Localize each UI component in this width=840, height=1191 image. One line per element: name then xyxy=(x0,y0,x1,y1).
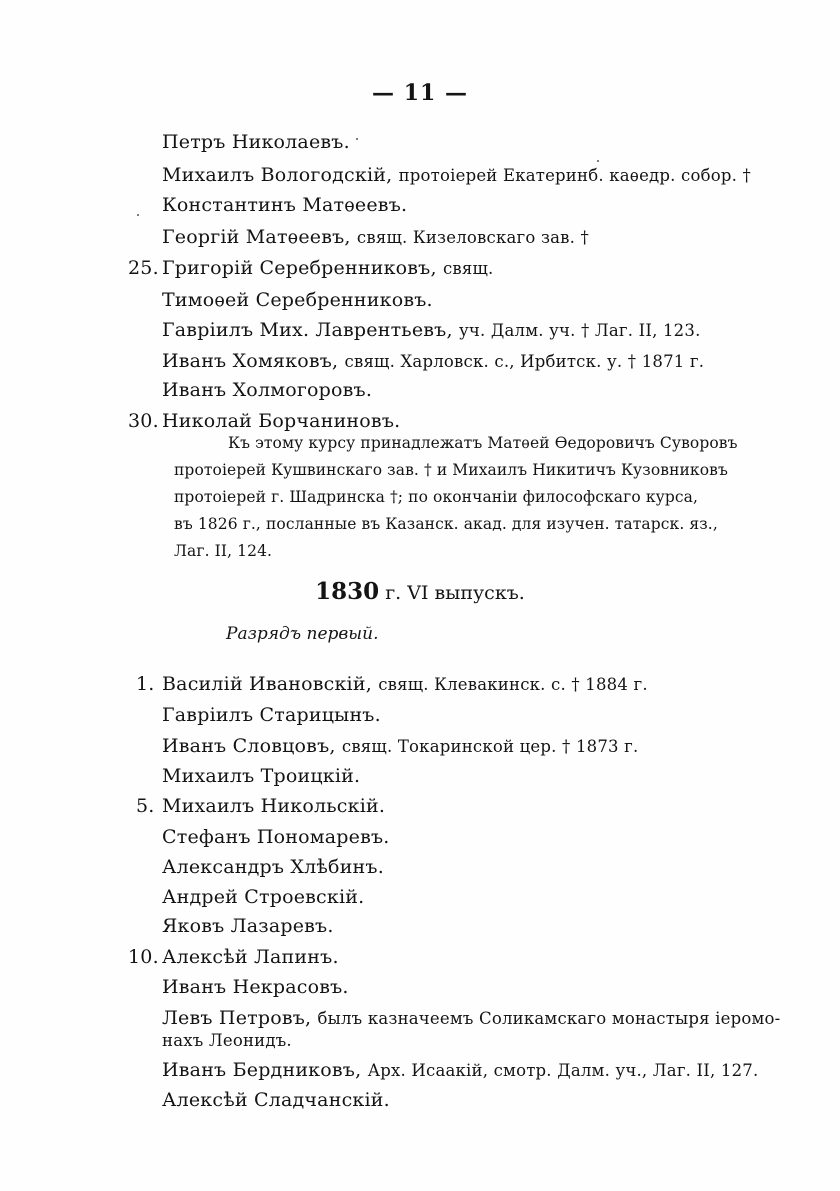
entry-name: Михаилъ Троицкій. xyxy=(162,765,361,787)
entry-number: 25. xyxy=(128,257,159,279)
section-heading xyxy=(0,578,840,605)
entry-name: Василій Ивановскій, xyxy=(162,673,372,695)
entry-number: 5. xyxy=(136,795,155,817)
entry-number: 10. xyxy=(128,946,159,968)
entry-name: Стефанъ Пономаревъ. xyxy=(162,826,390,848)
entry-name: Гавріилъ Мих. Лаврентьевъ, xyxy=(162,319,453,341)
entry-name: Константинъ Матѳеевъ. xyxy=(162,194,408,216)
entry-name: Тимоѳей Серебренниковъ. xyxy=(162,289,433,311)
entry-name: Петръ Николаевъ. xyxy=(162,131,350,153)
section-subheading: Разрядъ первый. xyxy=(226,624,379,644)
entry-number: 30. xyxy=(128,410,159,432)
entry-name: Алексѣй Лапинъ. xyxy=(162,946,339,968)
entry-note: Арх. Исаакій, смотр. Далм. уч., Лаг. II, 127. xyxy=(367,1061,759,1080)
entry-note: уч. Далм. уч. † Лаг. II, 123. xyxy=(458,321,701,340)
scan-speck xyxy=(356,138,358,140)
page-number: — 11 — xyxy=(372,80,468,106)
entry-name: Андрей Строевскій. xyxy=(162,886,365,908)
footnote-paragraph xyxy=(174,430,738,565)
entry-note: протоіерей Екатеринб. каѳедр. собор. † xyxy=(398,166,751,185)
entry-name: Иванъ Бердниковъ, xyxy=(162,1059,362,1081)
entry-note: нахъ Леонидъ. xyxy=(162,1031,292,1050)
entry-name: Александръ Хлѣбинъ. xyxy=(162,856,384,878)
entry-name: Михаилъ Никольскій. xyxy=(162,795,386,817)
entry-note: свящ. xyxy=(442,259,494,278)
heading-rest: г. VI выпускъ. xyxy=(385,582,525,604)
entry-note: свящ. Клевакинск. с. † 1884 г. xyxy=(378,675,648,694)
entry-name: Иванъ Хомяковъ, xyxy=(162,350,339,372)
entry-name: Иванъ Холмогоровъ. xyxy=(162,379,373,401)
footnote-line: въ 1826 г., посланные въ Казанск. акад. для изучен. татарск. яз., xyxy=(174,515,718,533)
footnote-line: протоіерей г. Шадринска †; по окончаніи философскаго курса, xyxy=(174,488,698,506)
heading-year: 1830 xyxy=(315,578,380,605)
scan-speck xyxy=(137,214,139,216)
entry-number: 1. xyxy=(136,673,155,695)
scan-speck xyxy=(597,160,599,162)
entry-name: Гавріилъ Старицынъ. xyxy=(162,704,381,726)
entry-name: Левъ Петровъ, xyxy=(162,1007,312,1029)
entry-name: Алексѣй Сладчанскій. xyxy=(162,1089,390,1111)
entry-name: Иванъ Словцовъ, xyxy=(162,735,336,757)
footnote-line: Лаг. II, 124. xyxy=(174,542,273,560)
footnote-line: протоіерей Кушвинскаго зав. † и Михаилъ Никитичъ Кузовниковъ xyxy=(174,461,728,479)
entry-name: Георгій Матѳеевъ, xyxy=(162,226,351,248)
entry-name: Николай Борчаниновъ. xyxy=(162,410,401,432)
entry-name: Григорій Серебренниковъ, xyxy=(162,257,437,279)
entry-note: былъ казначеемъ Соликамскаго монастыря іеромо- xyxy=(317,1009,781,1028)
entry-note: свящ. Харловск. с., Ирбитск. у. † 1871 г. xyxy=(344,352,705,371)
entry-name: Михаилъ Вологодскій, xyxy=(162,164,393,186)
entry-name: Яковъ Лазаревъ. xyxy=(162,915,334,937)
footnote-line: Къ этому курсу принадлежатъ Матѳей Ѳедоровичъ Суворовъ xyxy=(228,434,738,452)
entry-note: свящ. Токаринской цер. † 1873 г. xyxy=(341,737,639,756)
entry-name: Иванъ Некрасовъ. xyxy=(162,976,349,998)
entry-note: свящ. Кизеловскаго зав. † xyxy=(356,228,590,247)
